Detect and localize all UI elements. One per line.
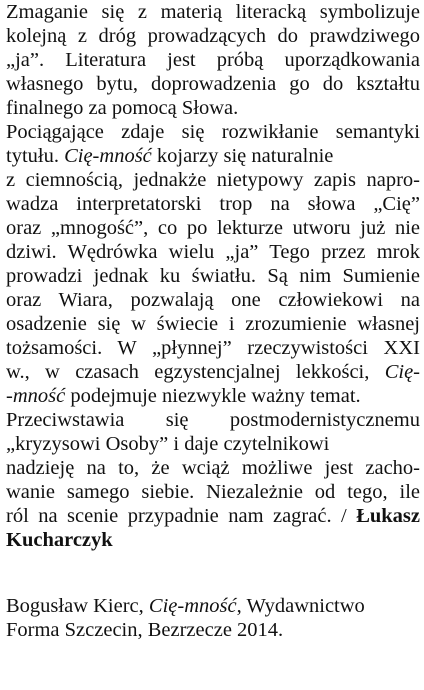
text-line: własnego bytu, doprowadzenia go do kształtu <box>6 73 420 95</box>
text-line <box>6 384 420 408</box>
text-segment: kojarzy się naturalnie <box>151 145 334 167</box>
text-line: tożsamości. W „płynnej” rzeczywistości XXI <box>6 337 420 359</box>
text-line: Pociągające zdaje się rozwikłanie semantyki <box>6 121 420 143</box>
text-line <box>6 528 420 552</box>
review-text <box>6 0 420 552</box>
document-page <box>6 0 420 642</box>
book-title-italic: Cię-mność <box>148 595 237 617</box>
text-line: Przeciwstawia się postmodernistycznemu <box>6 409 420 431</box>
text-line <box>6 360 420 384</box>
text-line: wanie samego siebie. Niezależnie od tego, ile <box>6 481 420 503</box>
text-line: z ciemnością, jednakże nietypowy zapis napro- <box>6 169 420 191</box>
book-title-italic: Cię- <box>384 361 420 383</box>
text-line: nadzieję na to, że wciąż możliwe jest zacho- <box>6 457 420 479</box>
text-line <box>6 594 420 618</box>
book-citation <box>6 594 420 642</box>
text-line: „ja”. Literatura jest próbą uporządkowania <box>6 49 420 71</box>
text-line: Forma Szczecin, Bezrzecze 2014. <box>6 619 284 641</box>
author-name-bold: Kucharczyk <box>6 529 113 551</box>
text-line: prowadzi jednak ku światłu. Są nim Sumienie <box>6 265 420 287</box>
text-segment: , Wydawnictwo <box>236 595 365 617</box>
book-title-italic: -mność <box>6 385 66 407</box>
text-line: kolejną z dróg prowadzących do prawdziwego <box>6 25 420 47</box>
text-line: finalnego za pomocą Słowa. <box>6 97 239 119</box>
book-title-italic: Cię-mność <box>64 145 152 167</box>
text-segment: Bogusław Kierc, <box>6 595 149 617</box>
text-segment: tytułu. <box>6 145 65 167</box>
paragraph-gap <box>6 552 420 594</box>
text-line <box>6 144 420 168</box>
text-segment: w., w czasach egzystencjalnej lekkości, <box>6 361 385 383</box>
text-line: Zmaganie się z materią literacką symbolizuje <box>6 1 420 23</box>
text-line: wadza interpretatorski trop na słowa „Cię” <box>6 193 420 215</box>
text-line: osadzenie się w świecie i zrozumienie własnej <box>6 313 420 335</box>
text-segment: ról na scenie przypadnie nam zagrać. / <box>6 505 357 527</box>
text-segment: podejmuje niezwykle ważny temat. <box>65 385 361 407</box>
text-line: dziwi. Wędrówka wielu „ja” Tego przez mrok <box>6 241 420 263</box>
text-line <box>6 504 420 528</box>
author-name-bold: Łukasz <box>356 505 420 527</box>
text-line: „kryzysowi Osoby” i daje czytelnikowi <box>6 433 330 455</box>
text-line: oraz „mnogość”, co po lekturze utworu już nie <box>6 217 420 239</box>
text-line: oraz Wiara, pozwalają one człowiekowi na <box>6 289 420 311</box>
